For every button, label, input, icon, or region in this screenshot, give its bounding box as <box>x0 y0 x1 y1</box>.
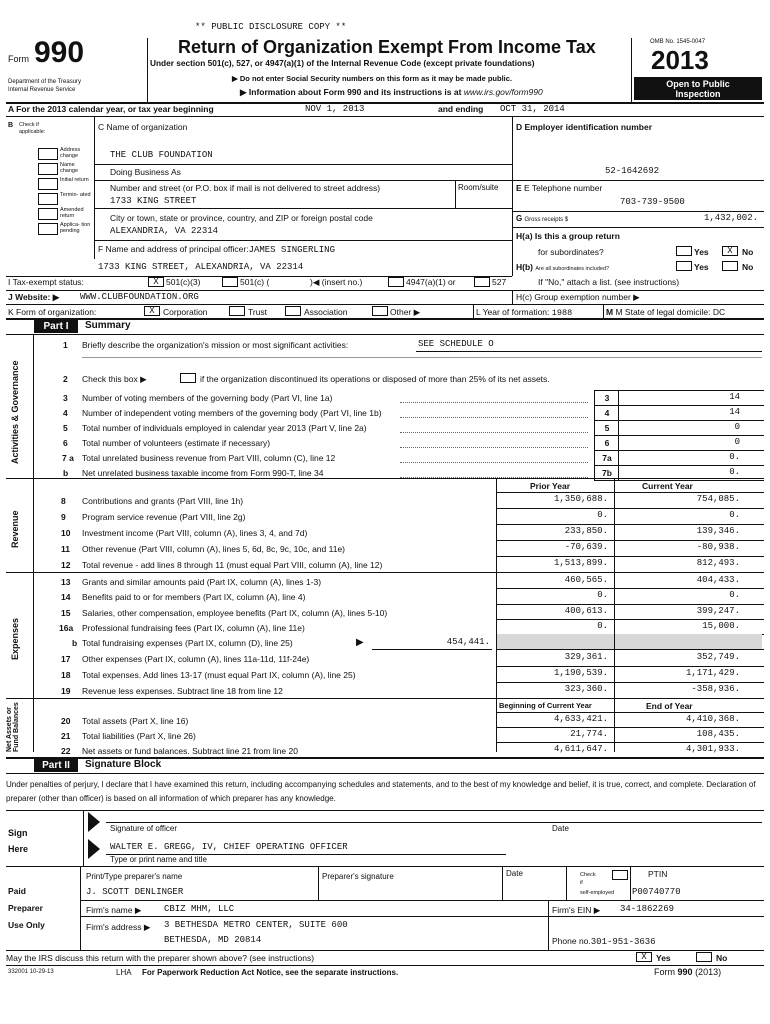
omb-number: OMB No. 1545-0047 <box>650 39 706 45</box>
exp2-prior-0: 329,361. <box>564 652 608 662</box>
room-suite-label: Room/suite <box>458 183 499 192</box>
ag-box-left <box>594 390 595 480</box>
part1-title: Summary <box>85 320 131 331</box>
preparer-label: Preparer <box>8 903 43 913</box>
footer-code: 332001 10-29-13 <box>8 969 54 975</box>
exp-num-2: 15 <box>61 607 71 618</box>
ag-text-4: Total unrelated business revenue from Part VIII, column (C), line 12 <box>82 453 336 463</box>
net-current-0: 4,410,368. <box>685 714 740 724</box>
sign-date-label: Date <box>552 824 569 833</box>
ag-num-3: 6 <box>63 438 68 448</box>
net-rule-1 <box>496 742 764 743</box>
b-label-0: Address change <box>60 147 81 159</box>
exp-text-2: Salaries, other compensation, employee benefits (Part IX, column (A), lines 5-10) <box>82 607 388 618</box>
ag-rule-1 <box>594 420 764 421</box>
exp2-prior-2: 323,360. <box>564 684 608 694</box>
phone-label: Phone no.301-951-3636 <box>552 936 656 947</box>
officer-line: F Name and address of principal officer:JAMES SINGERLING <box>98 244 335 255</box>
rev-text-4: Total revenue - add lines 8 through 11 (must equal Part VIII, column (A), line 12) <box>82 560 383 570</box>
ag-value-0: 14 <box>729 392 740 402</box>
if-label: if <box>580 880 583 886</box>
line2-text-b: if the organization discontinued its operations or disposed of more than 25% of its net assets. <box>200 374 550 384</box>
line1-text: Briefly describe the organization's mission or most significant activities: <box>82 340 349 350</box>
rev-prior-4: 1,513,899. <box>553 558 608 568</box>
exp-num-1: 14 <box>61 592 71 603</box>
ag-num-5: b <box>63 468 69 478</box>
ein-value: 52-1642692 <box>605 166 660 176</box>
part2-tab: Part II <box>34 759 78 772</box>
ag-value-4: 0. <box>729 452 740 462</box>
ha-yes-label: Yes <box>694 247 709 257</box>
firm-address-2: BETHESDA, MD 20814 <box>164 935 262 945</box>
website-url[interactable]: WWW.CLUBFOUNDATION.ORG <box>80 292 199 302</box>
rev-rule-0 <box>496 508 764 509</box>
dba-label: Doing Business As <box>110 167 181 177</box>
form-of-org-label: K Form of organization: <box>8 307 97 317</box>
hb-yes-checkbox[interactable] <box>676 261 692 271</box>
ag-num-2: 5 <box>63 423 68 433</box>
open-public-badge: Open to Public Inspection <box>634 77 762 100</box>
exp-prior-1: 0. <box>597 590 608 601</box>
ag-box-top <box>594 390 764 391</box>
exp2-current-1: 1,171,429. <box>685 668 740 678</box>
527-label: 527 <box>492 277 507 287</box>
ag-dots-2 <box>400 432 588 433</box>
net-num-2: 22 <box>61 746 71 756</box>
exp-rule-1 <box>496 604 764 605</box>
ag-box-5: 7b <box>602 468 612 478</box>
net-rule-0 <box>496 727 764 728</box>
section-d-label: D Employer identification number <box>516 122 653 132</box>
ag-dots-1 <box>400 417 588 418</box>
rev-prior-1: 0. <box>597 510 608 520</box>
ha-no-label: No <box>742 247 754 257</box>
ssn-note: ▶ Do not enter Social Security numbers on this form as it may be made public. <box>232 74 513 83</box>
check-if-applicable: Check if applicable: <box>19 122 46 135</box>
line1-value: SEE SCHEDULE O <box>418 339 494 349</box>
tax-status-label: I Tax-exempt status: <box>8 277 84 287</box>
side-net-assets: Net Assets or Fund Balances <box>6 702 20 752</box>
dept-irs: Internal Revenue Service <box>8 87 76 93</box>
ag-text-3: Total number of volunteers (estimate if necessary) <box>82 438 271 448</box>
rev-num-0: 8 <box>61 496 66 506</box>
ag-dots-3 <box>400 447 588 448</box>
and-ending-label: and ending <box>438 104 484 114</box>
check-label: Check <box>580 872 596 878</box>
exp-text-3: Professional fundraising fees (Part IX, column (A), line 11e) <box>82 622 305 633</box>
net-text-1: Total liabilities (Part X, line 26) <box>82 731 196 741</box>
officer-address: 1733 KING STREET, ALEXANDRIA, VA 22314 <box>98 262 304 272</box>
ag-box-right <box>618 390 619 480</box>
net-current-2: 4,301,933. <box>685 744 740 754</box>
exp-current-0: 404,433. <box>696 575 740 585</box>
exp-prior-0: 460,565. <box>564 575 608 585</box>
exp-text-1: Benefits paid to or for members (Part IX, column (A), line 4) <box>82 592 306 603</box>
ha-no-checkbox[interactable]: X <box>722 246 738 256</box>
ptin-label: PTIN <box>648 869 668 879</box>
rev-current-4: 812,493. <box>696 558 740 568</box>
street-label: Number and street (or P.O. box if mail is not delivered to street address) <box>110 183 381 193</box>
part2-title: Signature Block <box>85 759 162 770</box>
501c3-checkbox[interactable]: X <box>148 277 164 287</box>
exp2-prior-1: 1,190,539. <box>553 668 608 678</box>
irs-link[interactable]: www.irs.gov/form990 <box>463 87 543 97</box>
ptin-value: P00740770 <box>632 887 681 897</box>
other-checkbox[interactable] <box>372 306 388 316</box>
line2-text-a: Check this box ▶ <box>82 374 147 384</box>
net-prior-1: 21,774. <box>570 729 608 739</box>
exp-text-0: Grants and similar amounts paid (Part IX, column (A), lines 1-3) <box>82 577 322 587</box>
ag-text-1: Number of independent voting members of the governing body (Part VI, line 1b) <box>82 408 382 418</box>
form-number: 990 <box>34 36 85 69</box>
ag-value-3: 0 <box>734 437 740 447</box>
prep-date-label: Date <box>506 869 523 878</box>
gross-receipts: 1,432,002. <box>703 213 758 223</box>
rev-text-1: Program service revenue (Part VIII, line 2g) <box>82 512 246 522</box>
rev-num-3: 11 <box>61 544 70 554</box>
ag-box-2: 5 <box>604 423 610 433</box>
rev-current-1: 0. <box>729 510 740 520</box>
discuss-yes-checkbox[interactable]: X <box>636 952 652 962</box>
side-activities: Activities & Governance <box>10 360 20 464</box>
exp2-text-2: Revenue less expenses. Subtract line 18 from line 12 <box>82 686 283 696</box>
firm-ein-label: Firm's EIN ▶ <box>552 905 601 915</box>
hb-label: H(b) Are all subordinates included? <box>516 262 610 272</box>
officer-title: WALTER E. GREGG, IV, CHIEF OPERATING OFFICER <box>110 842 348 852</box>
website-label: J Website: ▶ <box>8 292 60 302</box>
rev-num-2: 10 <box>61 528 71 538</box>
ag-text-5: Net unrelated business taxable income from Form 990-T, line 34 <box>82 468 324 478</box>
phone-value: 703-739-9500 <box>620 197 685 207</box>
ag-rule-4 <box>594 465 764 466</box>
discuss-yes-label: Yes <box>656 953 671 963</box>
ag-num-4: 7 a <box>62 453 74 463</box>
rev-rule-1 <box>496 524 764 525</box>
side-expenses: Expenses <box>10 617 20 660</box>
self-employed-label: self-employed <box>580 890 615 896</box>
col-current-year: Current Year <box>642 481 693 491</box>
rev-text-2: Investment income (Part VIII, column (A), lines 3, 4, and 7d) <box>82 528 308 538</box>
line-a-label: A For the 2013 calendar year, or tax year beginning <box>8 104 214 114</box>
section-e-label: E E Telephone number <box>516 183 603 193</box>
rev-prior-0: 1,350,688. <box>553 494 608 504</box>
ag-value-2: 0 <box>734 422 740 432</box>
net-text-2: Net assets or fund balances. Subtract line 21 from line 20 <box>82 746 298 756</box>
exp-rule-0 <box>496 588 764 589</box>
trust-label: Trust <box>248 307 268 317</box>
sign-arrow-2 <box>88 839 100 859</box>
ag-box-0: 3 <box>604 393 610 403</box>
exp2-current-2: -358,936. <box>691 684 740 694</box>
ag-value-5: 0. <box>729 467 740 477</box>
exp-num-0: 13 <box>61 577 71 587</box>
exp2-text-0: Other expenses (Part IX, column (A), lines 11a-11d, 11f-24e) <box>82 654 310 664</box>
col-end-year: End of Year <box>646 701 693 711</box>
ag-rule-2 <box>594 435 764 436</box>
b-label-3: Termin- ated <box>60 192 91 198</box>
b-checkbox-0[interactable] <box>38 148 58 160</box>
firm-address-1: 3 BETHESDA METRO CENTER, SUITE 600 <box>164 920 348 930</box>
net-prior-2: 4,611,647. <box>553 744 608 754</box>
association-checkbox[interactable] <box>285 306 301 316</box>
here-label: Here <box>8 844 29 854</box>
trust-checkbox[interactable] <box>229 306 245 316</box>
exp-prior-2: 400,613. <box>564 605 608 616</box>
exp2-num-0: 17 <box>61 654 71 664</box>
b-label-1: Name change <box>60 162 79 174</box>
ag-dots-4 <box>400 462 588 463</box>
527-checkbox[interactable] <box>474 277 490 287</box>
ag-box-4: 7a <box>602 453 612 463</box>
rev-current-3: -80,938. <box>696 542 740 552</box>
exp2-num-2: 19 <box>61 686 71 696</box>
discontinued-checkbox[interactable] <box>180 373 196 383</box>
form-title: Return of Organization Exempt From Income Tax <box>178 37 596 57</box>
form-subtitle: Under section 501(c), 527, or 4947(a)(1) of the Internal Revenue Code (except private foundations) <box>150 58 535 68</box>
exp-rule-2 <box>496 619 764 620</box>
4947-checkbox[interactable] <box>388 277 404 287</box>
col-prior-year: Prior Year <box>530 481 571 491</box>
4947-label: 4947(a)(1) or <box>406 277 456 287</box>
footer-notice: For Paperwork Reduction Act Notice, see the separate instructions. <box>142 968 399 977</box>
discuss-no-checkbox[interactable] <box>696 952 712 962</box>
tax-year-begin: NOV 1, 2013 <box>305 104 365 114</box>
officer-name: JAMES SINGERLING <box>248 245 335 255</box>
prep-name-label: Print/Type preparer's name <box>86 872 183 881</box>
street-address: 1733 KING STREET <box>110 196 197 206</box>
ha-label: H(a) Is this a group return <box>516 231 620 241</box>
city-state-zip: ALEXANDRIA, VA 22314 <box>110 226 219 236</box>
association-label: Association <box>304 307 348 317</box>
paid-label: Paid <box>8 886 26 896</box>
ag-value-1: 14 <box>729 407 740 417</box>
ha-yes-checkbox[interactable] <box>676 246 692 256</box>
side-revenue: Revenue <box>10 510 20 548</box>
exp2-rule-0 <box>496 666 764 667</box>
disclosure-notice: ** PUBLIC DISCLOSURE COPY ** <box>195 22 347 32</box>
self-employed-checkbox[interactable] <box>612 870 628 880</box>
ag-box-1: 4 <box>604 408 610 418</box>
ha-sub: for subordinates? <box>538 247 604 257</box>
ag-rule-3 <box>594 450 764 451</box>
prep-sig-label: Preparer's signature <box>322 872 394 881</box>
firm-ein: 34-1862269 <box>620 904 675 914</box>
line16b-arrow: ▶ <box>356 637 364 648</box>
b-checkbox-3[interactable] <box>38 193 58 205</box>
other-label: Other ▶ <box>390 307 421 317</box>
type-name-label: Type or print name and title <box>110 855 207 864</box>
rev-current-0: 754,085. <box>696 494 740 504</box>
hc-label: H(c) Group exemption number ▶ <box>516 292 640 302</box>
org-name: THE CLUB FOUNDATION <box>110 150 213 160</box>
footer-lha: LHA <box>116 968 132 977</box>
b-checkbox-2[interactable] <box>38 178 58 190</box>
rev-text-3: Other revenue (Part VIII, column (A), lines 5, 6d, 8c, 9c, 10c, and 11e) <box>82 544 345 554</box>
hb-yes-label: Yes <box>694 262 709 272</box>
firm-addr-label: Firm's address ▶ <box>86 922 151 932</box>
penalty-statement: Under penalties of perjury, I declare that I have examined this return, including accompanying schedules and statements, and to the best of my knowledge and belief, it is true, correct, and complete. Declaration of preparer (other than officer) is based on all information of which preparer has any knowledge. <box>6 780 756 803</box>
section-g-label: G Gross receipts $ <box>516 214 569 223</box>
section-c-label: C Name of organization <box>98 122 188 132</box>
ag-rule-0 <box>594 405 764 406</box>
signature-label: Signature of officer <box>110 824 178 833</box>
line1-num: 1 <box>63 340 68 350</box>
exp-num-3: 16a <box>59 622 74 633</box>
exp2-num-1: 18 <box>61 670 71 680</box>
ag-dots-0 <box>400 402 588 403</box>
corporation-label: Corporation <box>163 307 208 317</box>
form-word: Form <box>8 54 29 64</box>
col-begin-year: Beginning of Current Year <box>499 701 592 710</box>
exp2-current-0: 352,749. <box>696 652 740 662</box>
corporation-checkbox[interactable]: X <box>144 306 160 316</box>
line2-num: 2 <box>63 374 68 384</box>
tax-year: 2013 <box>651 45 709 75</box>
net-prior-0: 4,633,421. <box>553 714 608 724</box>
rev-num-4: 12 <box>61 560 71 570</box>
b-label-5: Applica- tion pending <box>60 222 91 234</box>
b-checkbox-5[interactable] <box>38 223 58 235</box>
year-formation-label: L Year of formation: 1988 <box>476 307 573 318</box>
exp-current-1: 0. <box>729 590 740 601</box>
part1-tab: Part I <box>34 320 78 333</box>
tax-year-end: OCT 31, 2014 <box>500 104 565 114</box>
ag-text-0: Number of voting members of the governing body (Part VI, line 1a) <box>82 393 333 403</box>
discuss-no-label: No <box>716 953 728 963</box>
exp-prior-3: 0. <box>597 620 608 631</box>
ag-text-2: Total number of individuals employed in calendar year 2013 (Part V, line 2a) <box>82 423 367 433</box>
preparer-name: J. SCOTT DENLINGER <box>86 887 184 897</box>
sign-label: Sign <box>8 828 28 838</box>
line16b-num: b <box>72 638 78 648</box>
b-label-2: Initial return <box>60 177 89 183</box>
use-only-label: Use Only <box>8 920 45 930</box>
net-current-1: 108,435. <box>696 729 740 739</box>
ag-box-3: 6 <box>604 438 610 448</box>
dept-treasury: Department of the Treasury <box>8 79 82 85</box>
insert-no-label: )◀ (insert no.) <box>310 277 363 287</box>
footer-form: Form 990 (2013) <box>654 967 722 977</box>
b-checkbox-4[interactable] <box>38 208 58 220</box>
rev-rule-2 <box>496 540 764 541</box>
net-num-1: 21 <box>61 731 71 741</box>
rev-rule-3 <box>496 556 764 557</box>
rev-prior-2: 233,850. <box>564 526 608 536</box>
ag-num-1: 4 <box>63 408 68 418</box>
rev-num-1: 9 <box>61 512 66 522</box>
exp2-text-1: Total expenses. Add lines 13-17 (must equal Part IX, column (A), line 25) <box>82 670 356 680</box>
b-checkbox-1[interactable] <box>38 163 58 175</box>
discuss-question: May the IRS discuss this return with the preparer shown above? (see instructions) <box>6 953 315 963</box>
501c3-label: 501(c)(3) <box>166 277 201 287</box>
net-num-0: 20 <box>61 716 71 726</box>
b-label-4: Amended return <box>60 207 84 219</box>
ag-num-0: 3 <box>63 393 68 403</box>
firm-name: CBIZ MHM, LLC <box>164 904 235 914</box>
hb-note: If "No," attach a list. (see instructions) <box>538 277 680 287</box>
hb-no-checkbox[interactable] <box>722 261 738 271</box>
state-domicile-label: M M State of legal domicile: DC <box>606 307 726 317</box>
rev-text-0: Contributions and grants (Part VIII, line 1h) <box>82 496 244 506</box>
rev-current-2: 139,346. <box>696 526 740 536</box>
net-text-0: Total assets (Part X, line 16) <box>82 716 189 726</box>
section-b-label: B <box>8 122 14 129</box>
city-label: City or town, state or province, country, and ZIP or foreign postal code <box>110 213 373 223</box>
501c-label: 501(c) ( <box>240 277 270 287</box>
hb-no-label: No <box>742 262 754 272</box>
line16b-text: Total fundraising expenses (Part IX, column (D), line 25) <box>82 638 293 648</box>
501c-checkbox[interactable] <box>222 277 238 287</box>
line16b-value: 454,441. <box>446 637 490 647</box>
firm-name-label: Firm's name ▶ <box>86 905 142 915</box>
exp2-rule-1 <box>496 682 764 683</box>
exp-current-3: 15,000. <box>702 620 740 631</box>
info-note: ▶ Information about Form 990 and its instructions is at www.irs.gov/form990 <box>240 87 543 97</box>
sign-arrow-1 <box>88 812 100 832</box>
rev-prior-3: -70,639. <box>564 542 608 552</box>
exp-current-2: 399,247. <box>696 605 740 616</box>
